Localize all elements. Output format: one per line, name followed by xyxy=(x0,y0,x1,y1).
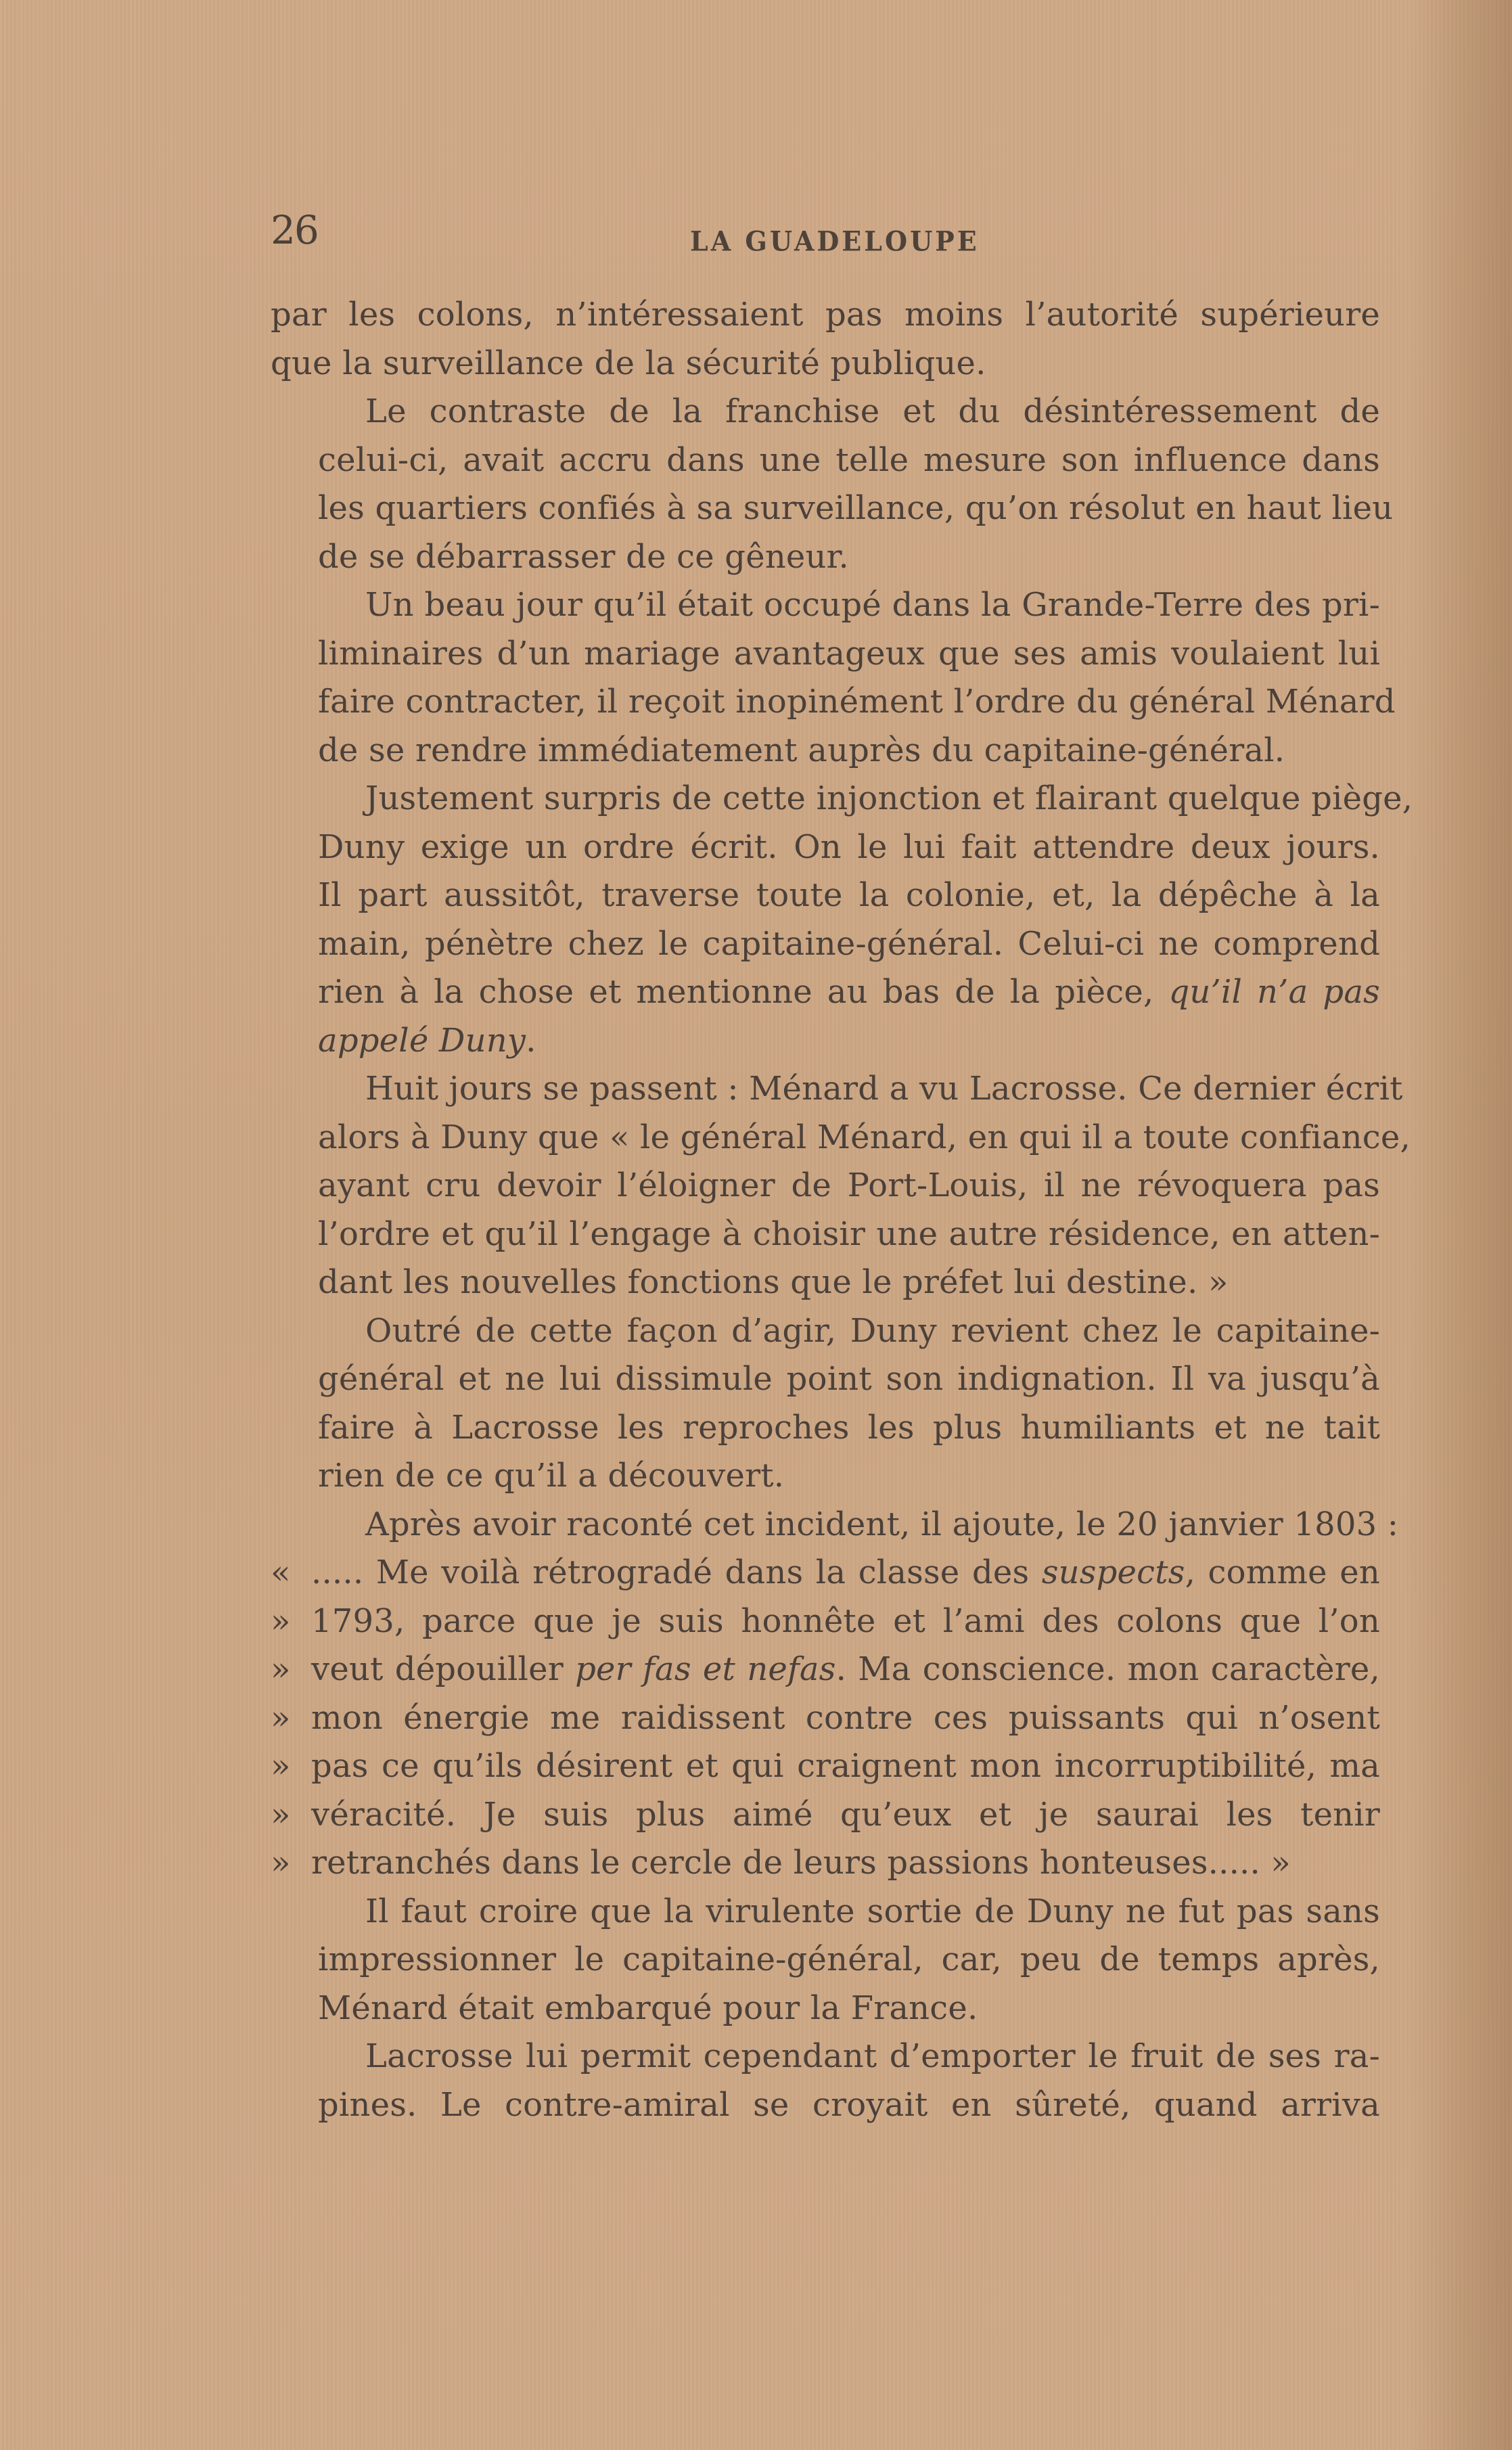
text-line: de se débarrasser de ce gêneur. xyxy=(318,537,849,576)
italic-run: appelé Duny xyxy=(318,1021,526,1060)
text-line xyxy=(271,968,1380,1017)
text-run: veut dépouiller xyxy=(311,1650,576,1688)
italic-run: suspects xyxy=(1041,1553,1185,1591)
text-line: que la surveillance de la sécurité publique. xyxy=(271,344,986,382)
text-run: . Ma conscience. mon caractère, xyxy=(835,1650,1380,1688)
paragraph xyxy=(271,2033,1380,2129)
quotation-line xyxy=(271,1694,1380,1743)
text-line: Ménard était embarqué pour la France. xyxy=(318,1989,978,2027)
text-line: Après avoir raconté cet incident, il ajoute, le 20 janvier 1803 : xyxy=(365,1505,1399,1543)
text-run: ..... Me voilà rétrogradé dans la classe des xyxy=(311,1553,1042,1591)
text-line: les quartiers confiés à sa surveillance, qu’on résolut en haut lieu xyxy=(318,489,1394,527)
text-line: Il faut croire que la virulente sortie de Duny ne fut pas sans xyxy=(365,1892,1380,1930)
body-text xyxy=(271,291,1413,2129)
quote-mark: » xyxy=(271,1698,291,1737)
paragraph xyxy=(271,388,1394,581)
text-run: , comme en xyxy=(1185,1553,1381,1591)
text-line: général et ne lui dissimule point son indignation. Il va jusqu’à xyxy=(318,1360,1380,1398)
text-line: Lacrosse lui permit cependant d’emporter le fruit de ses ra- xyxy=(365,2037,1380,2075)
text-line: faire contracter, il reçoit inopinément l’ordre du général Ménard xyxy=(318,683,1396,721)
text-run: . xyxy=(526,1021,536,1060)
quotation-line xyxy=(271,1646,1380,1694)
quote-mark: » xyxy=(271,1844,291,1882)
paragraph xyxy=(271,581,1396,775)
text-line: Il part aussitôt, traverse toute la colonie, et, la dépêche à la xyxy=(318,876,1380,914)
text-line: rien de ce qu’il a découvert. xyxy=(318,1457,785,1495)
quote-mark: « xyxy=(271,1553,291,1591)
text-run: rien à la chose et mentionne au bas de la pièce, xyxy=(318,973,1169,1011)
text-line xyxy=(271,1017,1380,1066)
text-line: Un beau jour qu’il était occupé dans la Grande-Terre des pri- xyxy=(365,586,1380,624)
paragraph xyxy=(271,1888,1380,2033)
text-line: alors à Duny que « le général Ménard, en qui il a toute confiance, xyxy=(318,1118,1411,1156)
quotation-block xyxy=(271,1549,1380,1888)
text-line: impressionner le capitaine-général, car, peu de temps après, xyxy=(318,1941,1380,1978)
text-run: 1793, parce que je suis honnête et l’ami des colons que l’on xyxy=(311,1602,1380,1640)
text-line: Le contraste de la franchise et du désintéressement de xyxy=(365,392,1380,430)
paragraph xyxy=(271,775,1413,1065)
running-title: LA GUADELOUPE xyxy=(690,225,980,258)
text-line: liminaires d’un mariage avantageux que ses amis voulaient lui xyxy=(318,634,1380,673)
italic-run: qu’il n’a pas xyxy=(1168,973,1380,1011)
text-line: faire à Lacrosse les reproches les plus humiliants et ne tait xyxy=(318,1408,1380,1447)
text-line: par les colons, n’intéressaient pas moins l’autorité supérieure xyxy=(271,296,1380,334)
text-line: dant les nouvelles fonctions que le préfet lui destine. » xyxy=(318,1263,1229,1301)
paragraph xyxy=(271,1501,1399,1549)
text-line: celui-ci, avait accru dans une telle mesure son influence dans xyxy=(318,440,1380,479)
quote-mark: » xyxy=(271,1602,291,1640)
quotation-line xyxy=(271,1597,1380,1646)
page-number: 26 xyxy=(271,207,318,253)
text-run: véracité. Je suis plus aimé qu’eux et je saurai les tenir xyxy=(311,1795,1380,1834)
quotation-line xyxy=(271,1839,1380,1888)
text-line: main, pénètre chez le capitaine-général. Celui-ci ne comprend xyxy=(318,924,1380,963)
paragraph xyxy=(271,1065,1411,1307)
book-page xyxy=(271,203,1413,2129)
quotation-line xyxy=(271,1549,1380,1597)
text-run: retranchés dans le cercle de leurs passions honteuses..... » xyxy=(311,1844,1291,1882)
text-line: pines. Le contre-amiral se croyait en sûreté, quand arriva xyxy=(318,2085,1380,2124)
paragraph xyxy=(271,291,1380,388)
text-line: l’ordre et qu’il l’engage à choisir une autre résidence, en atten- xyxy=(318,1215,1380,1253)
text-line: Duny exige un ordre écrit. On le lui fait attendre deux jours. xyxy=(318,827,1380,866)
text-line: Justement surpris de cette injonction et flairant quelque piège, xyxy=(365,779,1413,817)
text-run: mon énergie me raidissent contre ces puissants qui n’osent xyxy=(311,1698,1380,1737)
text-run: pas ce qu’ils désirent et qui craignent mon incorruptibilité, ma xyxy=(311,1747,1380,1785)
text-line: ayant cru devoir l’éloigner de Port-Louis, il ne révoquera pas xyxy=(318,1166,1380,1204)
italic-run: per fas et nefas xyxy=(575,1650,836,1688)
quote-mark: » xyxy=(271,1747,291,1785)
quotation-line xyxy=(271,1791,1380,1840)
paragraph xyxy=(271,1307,1380,1501)
text-line: de se rendre immédiatement auprès du capitaine-général. xyxy=(318,731,1285,769)
quote-mark: » xyxy=(271,1650,291,1688)
quote-mark: » xyxy=(271,1795,291,1834)
text-line: Huit jours se passent : Ménard a vu Lacrosse. Ce dernier écrit xyxy=(365,1070,1403,1108)
text-line: Outré de cette façon d’agir, Duny revient chez le capitaine- xyxy=(365,1311,1380,1350)
running-head xyxy=(271,203,1380,257)
quotation-line xyxy=(271,1742,1380,1791)
